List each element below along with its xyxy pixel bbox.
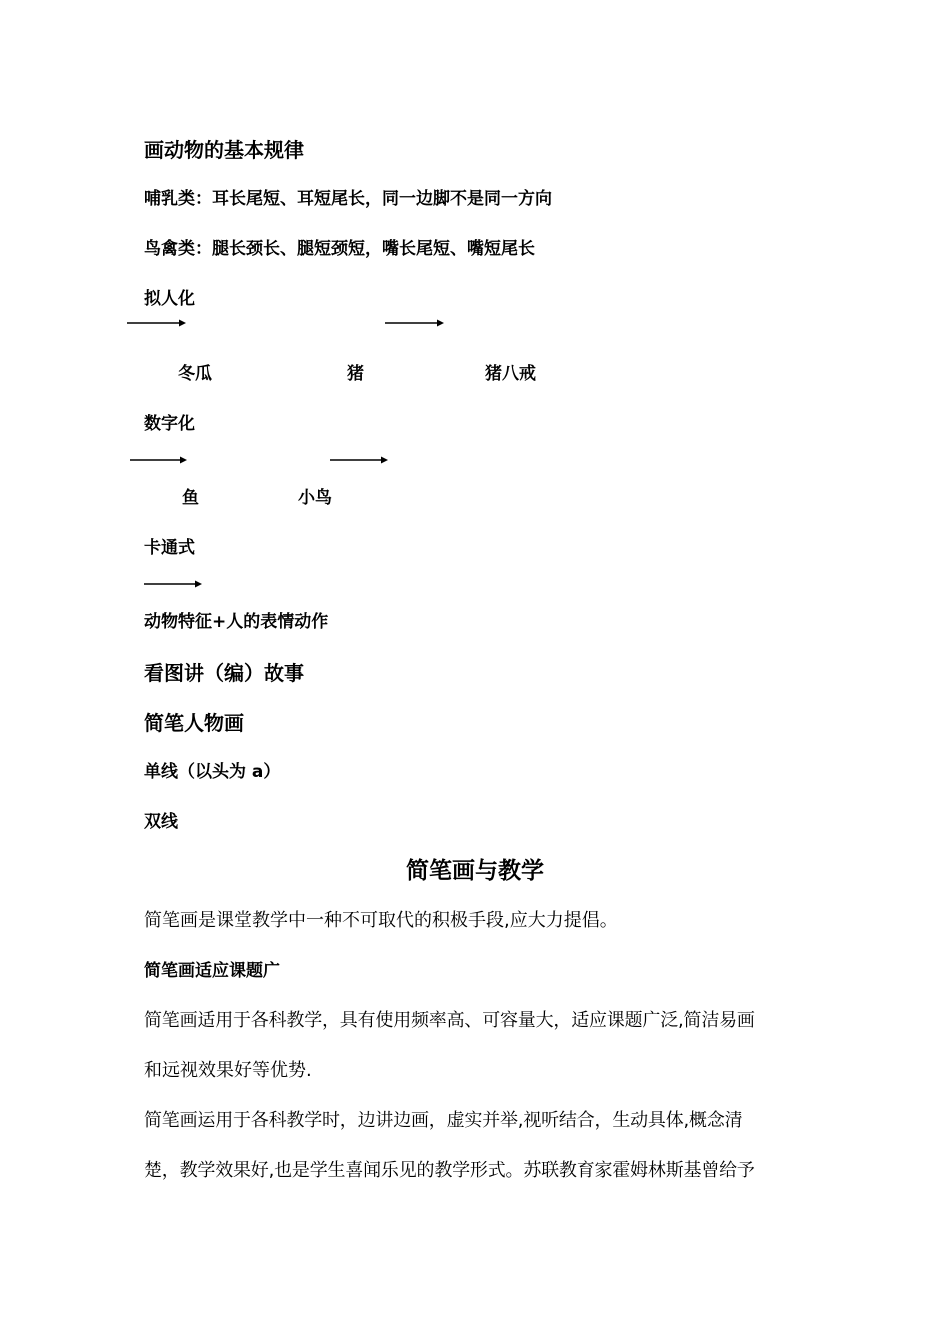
figure-heading: 简笔人物画: [144, 711, 244, 735]
digitize-item-fish: 鱼: [182, 488, 199, 508]
personify-item-pig: 猪: [347, 364, 364, 384]
mammals-rule: 哺乳类：耳长尾短、耳短尾长，同一边脚不是同一方向: [144, 189, 552, 209]
story-heading: 看图讲（编）故事: [144, 661, 304, 685]
figure-single-line: 单线（以头为 a）: [144, 762, 281, 782]
paragraph-2-line-2: 楚，教学效果好,也是学生喜闻乐见的教学形式。苏联教育家霍姆林斯基曾给予: [144, 1160, 755, 1181]
arrow-icon: [385, 318, 445, 328]
paragraph-1-line-1: 简笔画适用于各科教学，具有使用频率高、可容量大，适应课题广泛,简洁易画: [144, 1010, 755, 1031]
figure-double-line: 双线: [144, 812, 178, 832]
section-heading-animals: 画动物的基本规律: [144, 138, 304, 162]
teaching-subheading: 简笔画适应课题广: [144, 961, 280, 981]
arrow-icon: [127, 318, 187, 328]
personify-item-zhubajie: 猪八戒: [485, 364, 536, 384]
cartoon-label: 卡通式: [144, 538, 195, 558]
paragraph-1-line-2: 和远视效果好等优势.: [144, 1060, 312, 1081]
digitize-item-bird: 小鸟: [298, 488, 332, 508]
cartoon-desc: 动物特征+人的表情动作: [144, 612, 329, 632]
arrow-icon: [144, 579, 204, 589]
arrow-icon: [330, 455, 390, 465]
birds-rule: 鸟禽类：腿长颈长、腿短颈短，嘴长尾短、嘴短尾长: [144, 239, 535, 259]
digitize-label: 数字化: [144, 414, 195, 434]
page-title: 简笔画与教学: [406, 858, 544, 884]
arrow-icon: [130, 455, 190, 465]
paragraph-2-line-1: 简笔画运用于各科教学时，边讲边画，虚实并举,视听结合，生动具体,概念清: [144, 1110, 743, 1131]
personify-item-winter-melon: 冬瓜: [178, 364, 212, 384]
teaching-intro: 简笔画是课堂教学中一种不可取代的积极手段,应大力提倡。: [144, 910, 618, 931]
personify-label: 拟人化: [144, 289, 195, 309]
